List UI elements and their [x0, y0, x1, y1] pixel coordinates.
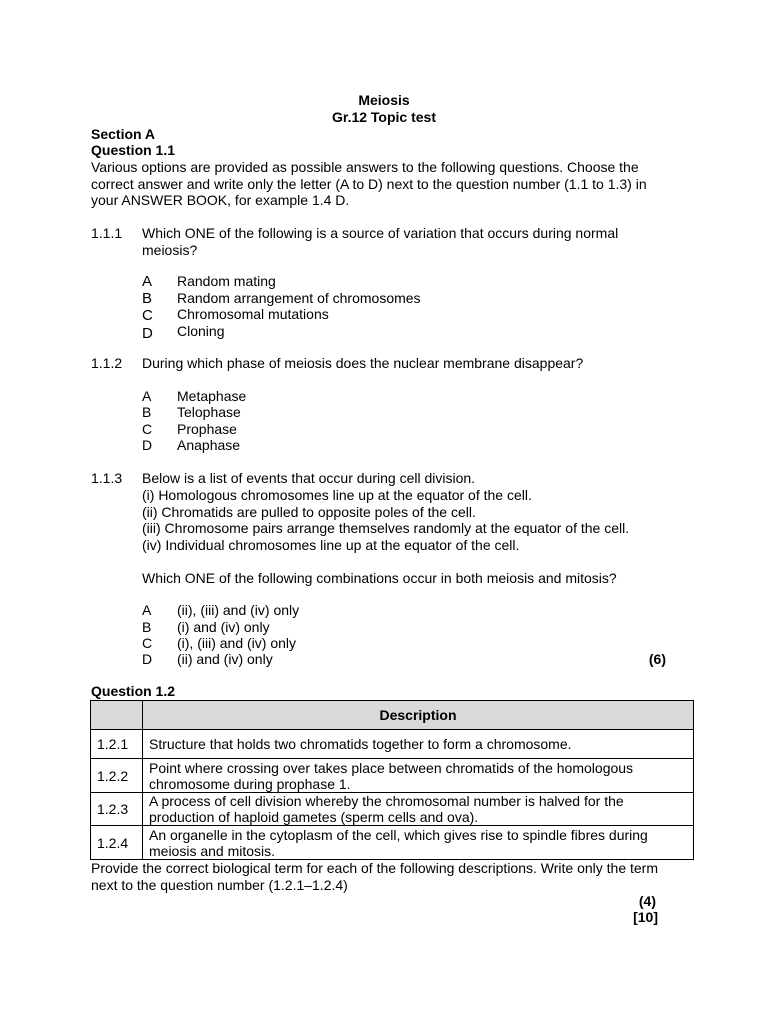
- table-row: [91, 730, 694, 759]
- option-text: Cloning: [177, 323, 225, 339]
- option-text: Anaphase: [177, 437, 241, 453]
- question-text: During which phase of meiosis does the nuclear membrane disappear?: [142, 355, 584, 371]
- question-text: Below is a list of events that occur during cell division.: [142, 470, 476, 486]
- table-row: [91, 826, 694, 860]
- event-item: (ii) Chromatids are pulled to opposite poles of the cell.: [142, 504, 476, 520]
- option-letter: A: [142, 388, 152, 404]
- question-number: 1.1.2: [91, 355, 123, 371]
- question-1-2-marks: (4): [638, 893, 656, 909]
- row-number: 1.2.2: [91, 759, 143, 793]
- row-number: 1.2.1: [91, 730, 143, 759]
- option-letter: D: [142, 325, 153, 342]
- option-text: Telophase: [177, 404, 241, 420]
- question-1-1-instructions: Various options are provided as possible answers to the following questions. Choose the correct answer and write only the letter (A to D) next to the question number (1.1 to 1.3) in your ANSWER BOOK, for example 1.4 D.: [91, 159, 647, 208]
- row-number: 1.2.4: [91, 826, 143, 860]
- event-item: (i) Homologous chromosomes line up at the equator of the cell.: [142, 487, 532, 503]
- document-subtitle: Gr.12 Topic test: [332, 108, 436, 125]
- option-text: Chromosomal mutations: [177, 306, 329, 322]
- question-number: 1.1.1: [91, 225, 123, 241]
- option-letter: D: [142, 437, 153, 453]
- row-description: Structure that holds two chromatids together to form a chromosome.: [143, 730, 694, 759]
- table-row: [91, 793, 694, 826]
- option-text: Prophase: [177, 421, 237, 437]
- title-block: [0, 92, 768, 125]
- row-description: An organelle in the cytoplasm of the cell, which gives rise to spindle fibres during meiosis and mitosis.: [143, 826, 694, 860]
- table-row: [91, 759, 694, 793]
- event-item: (iii) Chromosome pairs arrange themselves randomly at the equator of the cell.: [142, 520, 630, 536]
- section-heading: Section A: [91, 126, 156, 142]
- table-header-empty: [91, 701, 143, 730]
- option-letter: B: [142, 619, 152, 635]
- question-1-1-marks: (6): [648, 651, 666, 667]
- option-letter: C: [142, 421, 153, 437]
- option-text: (ii) and (iv) only: [177, 651, 273, 667]
- option-letter: B: [142, 404, 152, 420]
- option-letter: C: [142, 307, 153, 324]
- total-marks: [10]: [633, 909, 658, 925]
- question-1-2-instructions: Provide the correct biological term for each of the following descriptions. Write only the term next to the question number (1.2.1–1.2.4): [91, 860, 658, 893]
- option-letter: A: [142, 273, 153, 290]
- row-description: A process of cell division whereby the chromosomal number is halved for the production of haploid gametes (sperm cells and ova).: [143, 793, 694, 826]
- table-header-description: Description: [143, 701, 694, 730]
- row-number: 1.2.3: [91, 793, 143, 826]
- question-text: Which ONE of the following is a source of variation that occurs during normal meiosis?: [142, 225, 619, 258]
- event-item: (iv) Individual chromosomes line up at the equator of the cell.: [142, 537, 520, 553]
- option-letter: C: [142, 635, 153, 651]
- question-prompt: Which ONE of the following combinations occur in both meiosis and mitosis?: [142, 570, 617, 586]
- question-1-2-heading: Question 1.2: [91, 683, 176, 699]
- option-letter: B: [142, 290, 153, 307]
- question-number: 1.1.3: [91, 470, 123, 486]
- option-letter: A: [142, 602, 152, 618]
- option-text: (i) and (iv) only: [177, 619, 270, 635]
- question-1-1-heading: Question 1.1: [91, 142, 176, 158]
- option-text: Random mating: [177, 273, 276, 289]
- description-table: [90, 700, 694, 860]
- option-letter: D: [142, 651, 153, 667]
- row-description: Point where crossing over takes place between chromatids of the homologous chromosome during prophase 1.: [143, 759, 694, 793]
- option-text: (i), (iii) and (iv) only: [177, 635, 297, 651]
- option-text: (ii), (iii) and (iv) only: [177, 602, 300, 618]
- document-title: Meiosis: [358, 92, 410, 108]
- option-text: Random arrangement of chromosomes: [177, 290, 421, 306]
- option-text: Metaphase: [177, 388, 247, 404]
